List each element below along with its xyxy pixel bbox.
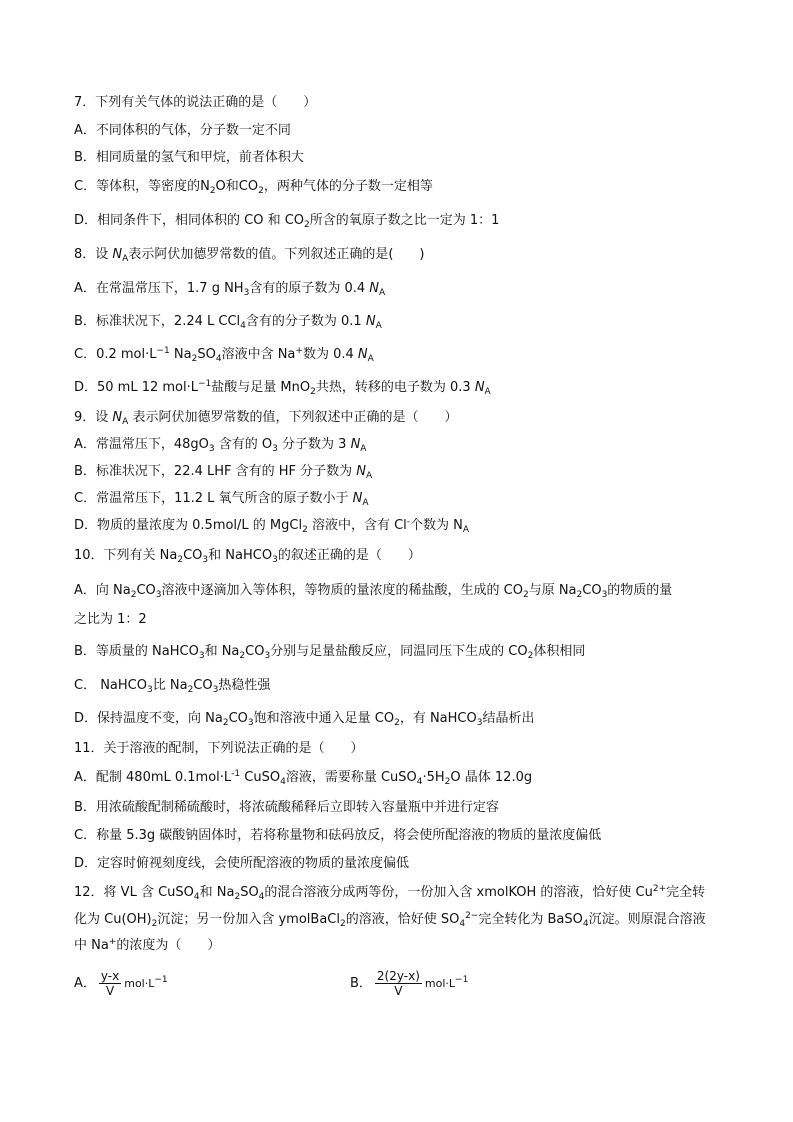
q11-option-a: A．配制 480mL $0.1mol\cdot L^{-1}$ CuSO$_4$溶液，需要称量 $CuSO_4\cdot 5H_2O$ 晶体 12.0g <box>74 769 533 787</box>
q10-option-d: D．保持温度不变，向 $Na_2CO_3$饱和溶液中通入足量 $CO_2$，有 NaHCO$_3$结晶析出 <box>74 711 535 728</box>
q12-option-a: A． $\frac{y-x}{V}$ $mol\cdot L^{-1}$ <box>74 969 168 998</box>
q10-option-a-line2: 之比为 1：2 <box>74 612 147 627</box>
q11-option-c: C．称量 5.3g 碳酸钠固体时，若将称量物和砝码放反，将会使所配溶液的物质的量浓度偏低 <box>74 828 602 843</box>
q8-stem: 8．设 $N_A$表示阿伏加德罗常数的值。下列叙述正确的是( ) <box>74 247 425 264</box>
q12-options <box>74 968 469 1000</box>
q7-option-b: B．相同质量的氢气和甲烷，前者体积大 <box>74 150 304 165</box>
q11-option-b: B．用浓硫酸配制稀硫酸时，将浓硫酸稀释后立即转入容量瓶中并进行定容 <box>74 800 499 815</box>
q10-option-a: A．向 $Na_2CO_3$溶液中逐滴加入等体积，等物质的量浓度的稀盐酸，生成的 $CO_2$与原 $Na_2CO_3$的物质的量 <box>74 583 673 600</box>
q9-option-a: A．常温常压下，$48gO_3$ 含有的 $O_3$ 分子数为 3 $N_A$ <box>74 437 367 454</box>
q7-stem: 7．下列有关气体的说法正确的是（ ） <box>74 95 317 110</box>
q9-stem: 9．设 $N_A$ 表示阿伏加德罗常数的值，下列叙述中正确的是（ ） <box>74 410 458 427</box>
q12-option-a-fraction: $\frac{y-x}{V}$ <box>100 969 120 998</box>
q7-option-c: C．等体积，等密度的$N_2O$和$CO_2$，两种气体的分子数一定相等 <box>74 179 433 196</box>
q9-option-c: C．常温常压下，11.2 L 氧气所含的原子数小于 $N_A$ <box>74 491 369 508</box>
q8-option-d: D．50 mL 12 $mol\cdot L^{-1}$盐酸与足量 MnO$_2$共热，转移的电子数为 0.3 $N_A$ <box>74 379 491 397</box>
q10-option-c: C． NaHCO$_3$比 $Na_2CO_3$热稳性强 <box>74 678 271 695</box>
q12-option-b: B． $\frac{2(2y-x)}{V}$ $mol\cdot L^{-1}$ <box>350 969 469 998</box>
q9-option-d: D．物质的量浓度为 0.5mol/L 的 MgCl$_2$ 溶液中，含有 Cl-个数为 $N_A$ <box>74 517 470 535</box>
q10-option-b: B．等质量的 NaHCO$_3$和 $Na_2CO_3$分别与足量盐酸反应，同温同压下生成的 $CO_2$体积相同 <box>74 644 586 661</box>
q8-option-c: C．0.2 $mol\cdot L^{-1}$ $Na_2SO_4$溶液中含 Na+数为 0.4 $N_A$ <box>74 346 374 364</box>
q8-option-b: B．标准状况下，2.24 L CCl$_4$含有的分子数为 0.1 $N_A$ <box>74 314 382 331</box>
q11-stem: 11．关于溶液的配制，下列说法正确的是（ ） <box>74 741 364 756</box>
q11-option-d: D．定容时俯视刻度线，会使所配溶液的物质的量浓度偏低 <box>74 856 410 871</box>
q12-stem-line1: 12．将 VL 含 CuSO$_4$和 $Na_2SO_4$的混合溶液分成两等份，一份加入含 xmolKOH 的溶液，恰好使 $Cu^{2+}$完全转 <box>74 884 706 902</box>
q9-option-b: B．标准状况下，22.4 LHF 含有的 HF 分子数为 $N_A$ <box>74 464 373 481</box>
q8-option-a: A．在常温常压下，1.7 g $NH_3$含有的原子数为 0.4 $N_A$ <box>74 281 386 298</box>
q7-option-a: A．不同体积的气体，分子数一定不同 <box>74 123 291 138</box>
q10-stem: 10．下列有关 $Na_2CO_3$和 NaHCO$_3$的叙述正确的是（ ） <box>74 548 421 565</box>
q12-stem-line3: 中 Na+的浓度为（ ） <box>74 937 221 953</box>
q12-option-b-fraction: $\frac{2(2y-x)}{V}$ <box>376 969 420 998</box>
q12-stem-line2: 化为 $Cu(OH)_2$沉淀；另一份加入含 ymolBaCl$_2$的溶液，恰好使 $SO_4^{2-}$完全转化为 BaSO$_4$沉淀。则原混合溶液 <box>74 911 706 929</box>
q7-option-d: D．相同条件下，相同体积的 CO 和 $CO_2$所含的氧原子数之比一定为 1：1 <box>74 213 500 230</box>
